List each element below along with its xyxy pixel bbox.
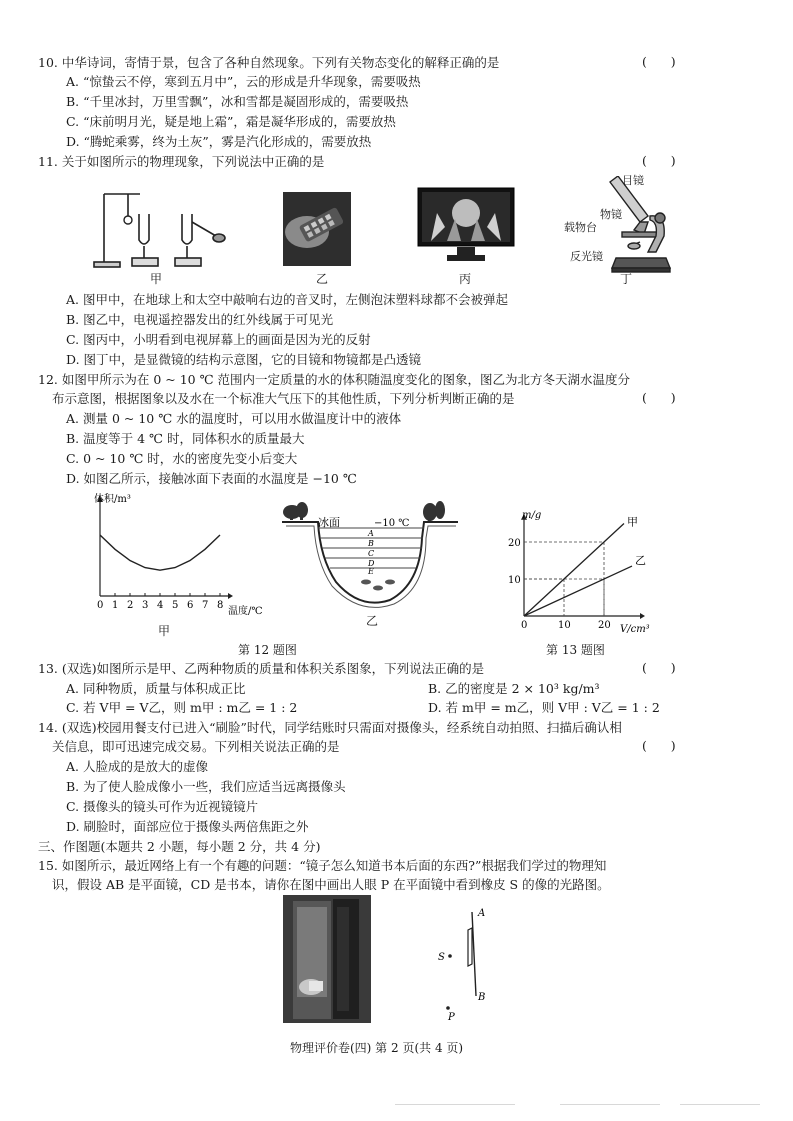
series-label: 乙 — [635, 554, 646, 568]
x-tick-label: 10 — [558, 620, 571, 631]
q13-option-d: D. 若 m甲 = m乙，则 V甲 : V乙 = 1 : 2 — [428, 700, 660, 715]
objective-lens-label: 物镜 — [600, 208, 622, 221]
q15-stem-line1: 15. 如图所示，最近网络上有一个有趣的问题：“镜子怎么知道书本后面的东西?”根据我们学过的物理知 — [38, 858, 607, 873]
x-tick-label: 0 — [97, 600, 104, 611]
q12-option-b: B. 温度等于 4 ℃ 时，同体积水的质量最大 — [66, 431, 305, 446]
q12-option-a: A. 测量 0 ~ 10 ℃ 水的温度时，可以用水做温度计中的液体 — [66, 411, 402, 426]
chart-q13-ylabel: m/g — [522, 510, 542, 521]
section-3-heading: 三、作图题(本题共 2 小题，每小题 2 分，共 4 分) — [38, 839, 321, 854]
lake-temperature-diagram — [280, 498, 460, 616]
q15-stem-line2: 识，假设 AB 是平面镜，CD 是书本，请你在图中画出人眼 P 在平面镜中看到橡皮 S 的像的光路图。 — [52, 877, 610, 892]
fig-yi-label: 乙 — [316, 272, 329, 286]
mirror-label: 反光镜 — [570, 250, 603, 263]
mirror-ab — [472, 912, 476, 996]
q14-option-b: B. 为了使人脸成像小一些，我们应适当远离摄像头 — [66, 779, 346, 794]
lake-caption: 乙 — [366, 614, 379, 628]
layer-c: C — [368, 549, 375, 558]
remote-control-photo — [283, 192, 351, 266]
q12-stem-line2: 布示意图，根据图象以及水在一个标准大气压下的其他性质，下列分析判断正确的是 — [52, 391, 515, 406]
q10-option-d: D. “腾蛇乘雾，终为土灰”，雾是汽化形成的，需要放热 — [66, 134, 372, 149]
label-b: B — [478, 992, 486, 1003]
q13-option-c: C. 若 V甲 = V乙，则 m甲 : m乙 = 1 : 2 — [66, 700, 298, 715]
microscope-figure — [596, 176, 676, 276]
x-tick-label: 4 — [157, 600, 164, 611]
q13-option-a: A. 同种物质，质量与体积成正比 — [66, 681, 246, 696]
volume-curve — [100, 535, 220, 570]
fig-jia-label: 甲 — [150, 272, 163, 286]
footer-rule — [680, 1104, 760, 1105]
q12-stem-line1: 12. 如图甲所示为在 0 ~ 10 ℃ 范围内一定质量的水的体积随温度变化的图象，图乙为北方冬天湖水温度分 — [38, 372, 631, 387]
series-label: 甲 — [627, 515, 638, 529]
q13-answer-bracket: ( ) — [642, 660, 676, 675]
footer-rule — [395, 1104, 515, 1105]
q11-answer-bracket: ( ) — [642, 153, 676, 168]
mirror-book-photo — [283, 895, 371, 1023]
x-tick-label: 3 — [142, 600, 149, 611]
layer-d: D — [368, 559, 375, 568]
q11-option-a: A. 图甲中，在地球上和太空中敲响右边的音叉时，左侧泡沫塑料球都不会被弹起 — [66, 292, 508, 307]
y-tick-label: 20 — [508, 538, 521, 549]
x-tick-label: 7 — [202, 600, 209, 611]
q14-answer-bracket: ( ) — [642, 738, 676, 753]
series-line — [524, 524, 624, 617]
layer-b: B — [368, 539, 374, 548]
label-s: S — [438, 952, 445, 963]
q14-option-a: A. 人脸成的是放大的虚像 — [66, 759, 208, 774]
chart-q13-xlabel: V/cm³ — [620, 624, 650, 635]
q10-option-b: B. “千里冰封，万里雪飘”，冰和雪都是凝固形成的，需要吸热 — [66, 94, 409, 109]
x-axis-arrow — [640, 613, 645, 619]
x-tick-label: 1 — [112, 600, 119, 611]
chart-jia-ylabel: 体积/m³ — [94, 494, 131, 505]
ice-temp-label: −10 ℃ — [374, 518, 410, 529]
q11-option-b: B. 图乙中，电视遥控器发出的红外线属于可见光 — [66, 312, 334, 327]
chart-jia-xlabel: 温度/℃ — [228, 606, 263, 617]
q12-figure-caption: 第 12 题图 — [238, 643, 297, 657]
fig-bing-label: 丙 — [459, 272, 472, 286]
layer-a: A — [368, 529, 374, 538]
q12-option-d: D. 如图乙所示，接触冰面下表面的水温度是 −10 ℃ — [66, 471, 357, 486]
q13-stem: 13. (双选)如图所示是甲、乙两种物质的质量和体积关系图象，下列说法正确的是 — [38, 661, 485, 676]
q14-option-d: D. 刷脸时，面部应位于摄像头两倍焦距之外 — [66, 819, 309, 834]
page-footer: 物理评价卷(四) 第 2 页(共 4 页) — [290, 1041, 464, 1055]
q10-option-a: A. “惊蛰云不停，寒到五月中”，云的形成是升华现象，需要吸热 — [66, 74, 421, 89]
footer-rule — [560, 1104, 660, 1105]
q14-stem-line2: 关信息，即可迅速完成交易。下列相关说法正确的是 — [52, 739, 340, 754]
q13-option-b: B. 乙的密度是 2 × 10³ kg/m³ — [428, 681, 600, 696]
stage-label: 载物台 — [564, 221, 597, 234]
q11-stem: 11. 关于如图所示的物理现象，下列说法中正确的是 — [38, 154, 325, 169]
q12-answer-bracket: ( ) — [642, 390, 676, 405]
y-tick-label: 10 — [508, 575, 521, 586]
x-tick-label: 0 — [521, 620, 528, 631]
x-tick-label: 5 — [172, 600, 179, 611]
tuning-fork-figure — [92, 188, 232, 270]
x-axis-arrow — [228, 593, 233, 599]
label-a: A — [478, 908, 486, 919]
q11-option-c: C. 图丙中，小明看到电视屏幕上的画面是因为光的反射 — [66, 332, 371, 347]
eraser-s-point — [448, 954, 452, 958]
chart-jia-caption: 甲 — [158, 624, 171, 638]
q14-stem-line1: 14. (双选)校园用餐支付已进入“刷脸”时代，同学结账时只需面对摄像头，经系统自动拍照、扫描后确认相 — [38, 720, 622, 735]
tv-screen-figure — [417, 187, 515, 267]
mass-volume-chart — [500, 500, 660, 636]
q15-mirror-diagram — [436, 898, 506, 1024]
q10-stem: 10. 中华诗词，寄情于景，包含了各种自然现象。下列有关物态变化的解释正确的是 — [38, 55, 500, 70]
eyepiece-label: 目镜 — [622, 174, 644, 187]
ice-surface-label: 冰面 — [318, 516, 340, 529]
q13-figure-caption: 第 13 题图 — [546, 643, 605, 657]
fig-ding-label: 丁 — [620, 272, 633, 286]
q11-option-d: D. 图丁中，是显微镜的结构示意图，它的目镜和物镜都是凸透镜 — [66, 352, 422, 367]
x-tick-label: 6 — [187, 600, 194, 611]
eye-p-point — [446, 1006, 450, 1010]
book-cd — [468, 928, 472, 966]
layer-e: E — [368, 567, 374, 576]
x-tick-label: 20 — [598, 620, 611, 631]
q12-option-c: C. 0 ~ 10 ℃ 时，水的密度先变小后变大 — [66, 451, 298, 466]
series-line — [524, 566, 632, 616]
q14-option-c: C. 摄像头的镜头可作为近视镜镜片 — [66, 799, 259, 814]
x-tick-label: 8 — [217, 600, 224, 611]
q10-option-c: C. “床前明月光，疑是地上霜”，霜是凝华形成的，需要放热 — [66, 114, 396, 129]
x-tick-label: 2 — [127, 600, 134, 611]
q10-answer-bracket: ( ) — [642, 54, 676, 69]
volume-temperature-chart — [86, 488, 276, 628]
label-p: P — [448, 1012, 455, 1023]
